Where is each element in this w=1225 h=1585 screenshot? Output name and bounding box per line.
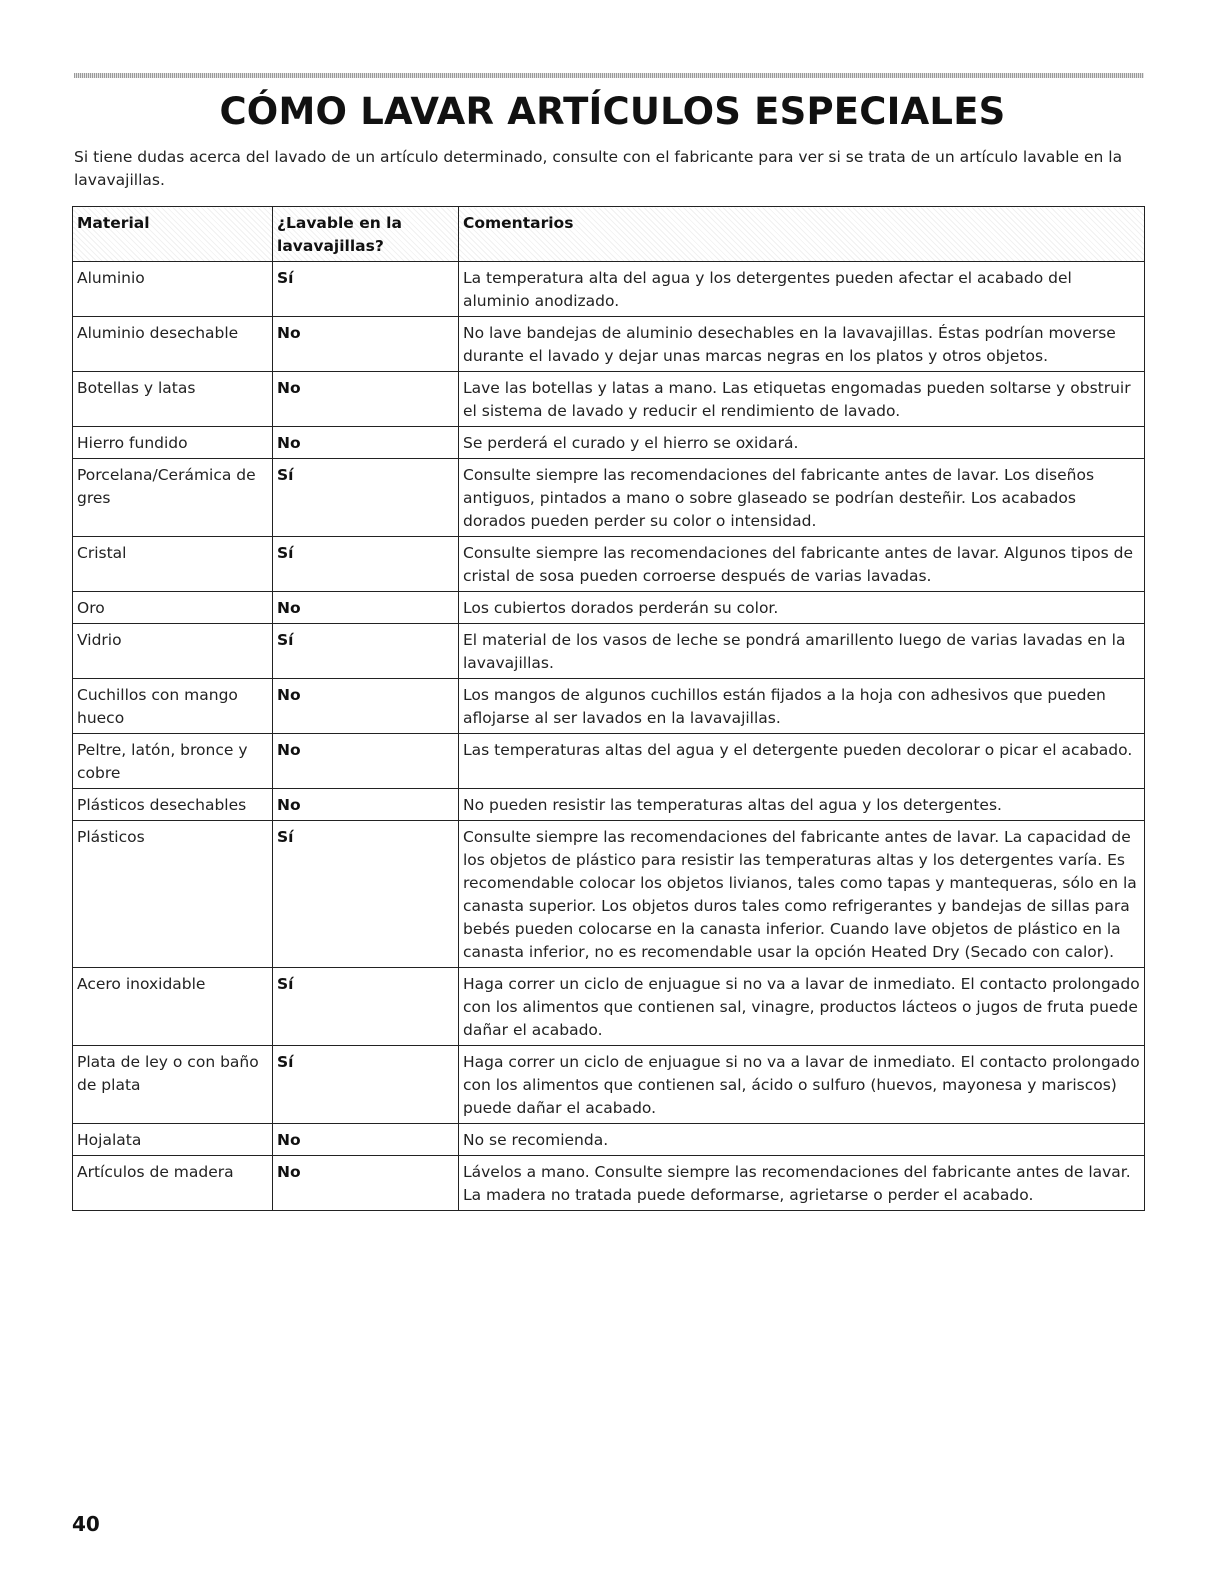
washable-cell: Sí	[273, 821, 459, 968]
washable-cell: No	[273, 317, 459, 372]
table-header-row	[73, 207, 1145, 262]
comment-cell: Los cubiertos dorados perderán su color.	[459, 592, 1145, 624]
material-cell: Hierro fundido	[73, 427, 273, 459]
comment-cell: Consulte siempre las recomendaciones del fabricante antes de lavar. Algunos tipos de cristal de sosa pueden corroerse después de varias lavadas.	[459, 537, 1145, 592]
header-washable: ¿Lavable en la lavavajillas?	[273, 207, 459, 262]
table-row	[73, 592, 1145, 624]
washable-cell: Sí	[273, 537, 459, 592]
material-cell: Artículos de madera	[73, 1156, 273, 1211]
comment-cell: Consulte siempre las recomendaciones del fabricante antes de lavar. Los diseños antiguos, pintados a mano o sobre glaseado se podrían desteñir. Los acabados dorados pueden perder su color o intensidad.	[459, 459, 1145, 537]
material-cell: Aluminio desechable	[73, 317, 273, 372]
washable-cell: Sí	[273, 624, 459, 679]
table-row	[73, 624, 1145, 679]
material-cell: Hojalata	[73, 1124, 273, 1156]
material-cell: Oro	[73, 592, 273, 624]
comment-cell: El material de los vasos de leche se pondrá amarillento luego de varias lavadas en la lavavajillas.	[459, 624, 1145, 679]
washable-cell: Sí	[273, 262, 459, 317]
special-items-table	[72, 206, 1145, 1211]
washable-cell: Sí	[273, 459, 459, 537]
comment-cell: Haga correr un ciclo de enjuague si no va a lavar de inmediato. El contacto prolongado con los alimentos que contienen sal, vinagre, productos lácteos o jugos de fruta puede dañar el acabado.	[459, 968, 1145, 1046]
washable-cell: No	[273, 372, 459, 427]
washable-cell: No	[273, 789, 459, 821]
material-cell: Plásticos	[73, 821, 273, 968]
header-comments: Comentarios	[459, 207, 1145, 262]
table-row	[73, 1046, 1145, 1124]
comment-cell: Se perderá el curado y el hierro se oxidará.	[459, 427, 1145, 459]
table-row	[73, 968, 1145, 1046]
comment-cell: Lave las botellas y latas a mano. Las etiquetas engomadas pueden soltarse y obstruir el sistema de lavado y reducir el rendimiento de lavado.	[459, 372, 1145, 427]
header-material: Material	[73, 207, 273, 262]
table-body	[73, 262, 1145, 1211]
comment-cell: Consulte siempre las recomendaciones del fabricante antes de lavar. La capacidad de los objetos de plástico para resistir las temperaturas altas y los detergentes varía. Es recomendable colocar los objetos livianos, tales como tapas y mantequeras, sólo en la canasta superior. Los objetos duros tales como refrigerantes y bandejas de sillas para bebés pueden colocarse en la canasta inferior. Cuando lave objetos de plástico en la canasta inferior, no es recomendable usar la opción Heated Dry (Secado con calor).	[459, 821, 1145, 968]
comment-cell: La temperatura alta del agua y los detergentes pueden afectar el acabado del aluminio anodizado.	[459, 262, 1145, 317]
washable-cell: No	[273, 679, 459, 734]
comment-cell: Los mangos de algunos cuchillos están fijados a la hoja con adhesivos que pueden aflojarse al ser lavados en la lavavajillas.	[459, 679, 1145, 734]
comment-cell: No se recomienda.	[459, 1124, 1145, 1156]
material-cell: Botellas y latas	[73, 372, 273, 427]
material-cell: Vidrio	[73, 624, 273, 679]
table-row	[73, 427, 1145, 459]
comment-cell: No pueden resistir las temperaturas altas del agua y los detergentes.	[459, 789, 1145, 821]
material-cell: Acero inoxidable	[73, 968, 273, 1046]
material-cell: Cuchillos con mango hueco	[73, 679, 273, 734]
table-row	[73, 1156, 1145, 1211]
table-row	[73, 734, 1145, 789]
washable-cell: No	[273, 592, 459, 624]
table-row	[73, 1124, 1145, 1156]
washable-cell: No	[273, 1156, 459, 1211]
table-row	[73, 317, 1145, 372]
table-row	[73, 459, 1145, 537]
top-rule	[74, 73, 1144, 78]
comment-cell: Lávelos a mano. Consulte siempre las recomendaciones del fabricante antes de lavar. La madera no tratada puede deformarse, agrietarse o perder el acabado.	[459, 1156, 1145, 1211]
intro-paragraph: Si tiene dudas acerca del lavado de un artículo determinado, consulte con el fabricante para ver si se trata de un artículo lavable en la lavavajillas.	[74, 148, 1123, 189]
washable-cell: Sí	[273, 968, 459, 1046]
comment-cell: No lave bandejas de aluminio desechables en la lavavajillas. Éstas podrían moverse durante el lavado y dejar unas marcas negras en los platos y otros objetos.	[459, 317, 1145, 372]
material-cell: Plata de ley o con baño de plata	[73, 1046, 273, 1124]
table-row	[73, 789, 1145, 821]
washable-cell: Sí	[273, 1046, 459, 1124]
material-cell: Plásticos desechables	[73, 789, 273, 821]
comment-cell: Haga correr un ciclo de enjuague si no va a lavar de inmediato. El contacto prolongado con los alimentos que contienen sal, ácido o sulfuro (huevos, mayonesa y mariscos) puede dañar el acabado.	[459, 1046, 1145, 1124]
table-row	[73, 537, 1145, 592]
page-title: CÓMO LAVAR ARTÍCULOS ESPECIALES	[219, 90, 1006, 133]
material-cell: Cristal	[73, 537, 273, 592]
material-cell: Aluminio	[73, 262, 273, 317]
material-cell: Peltre, latón, bronce y cobre	[73, 734, 273, 789]
washable-cell: No	[273, 734, 459, 789]
table-row	[73, 262, 1145, 317]
material-cell: Porcelana/Cerámica de gres	[73, 459, 273, 537]
comment-cell: Las temperaturas altas del agua y el detergente pueden decolorar o picar el acabado.	[459, 734, 1145, 789]
table-row	[73, 679, 1145, 734]
table-row	[73, 821, 1145, 968]
page-number: 40	[72, 1512, 100, 1536]
washable-cell: No	[273, 1124, 459, 1156]
washable-cell: No	[273, 427, 459, 459]
table-row	[73, 372, 1145, 427]
